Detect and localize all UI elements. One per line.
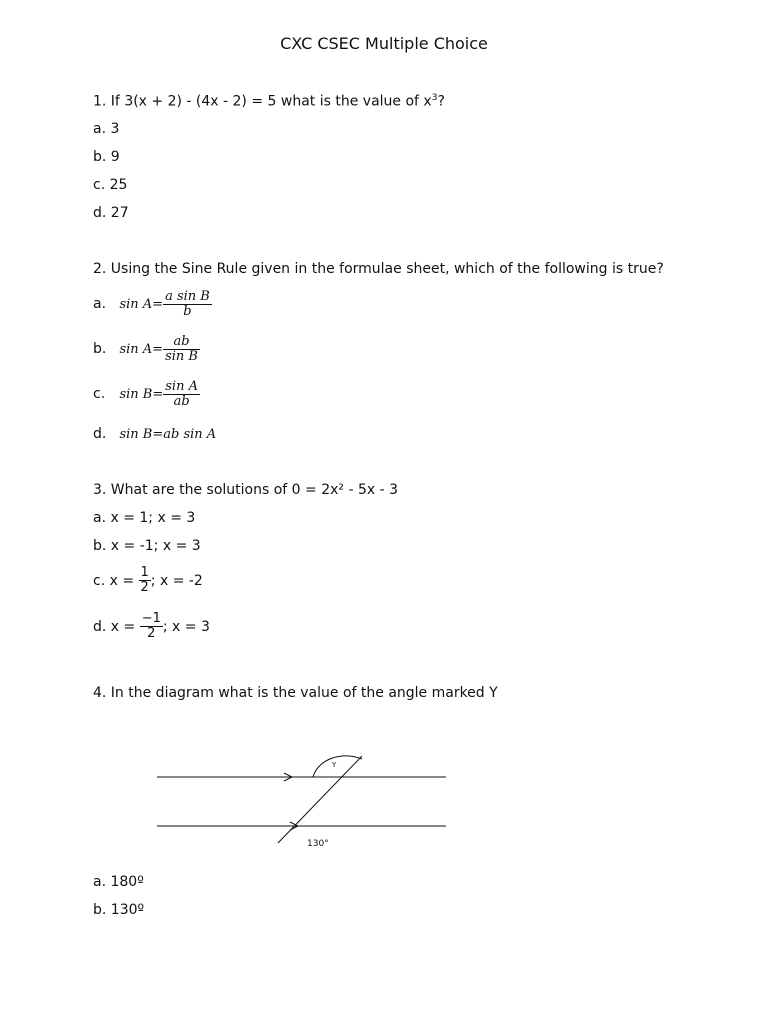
question-3: 3. What are the solutions of 0 = 2x² - 5x - 3 [93,482,399,498]
angle-y-label: Y [332,761,337,769]
transversal-line [278,756,362,843]
given-angle-label: 130° [307,839,329,849]
q1-option-d: d. 27 [93,205,129,221]
q3-option-a: a. x = 1; x = 3 [93,510,196,526]
q3-option-c: c. x = $\frac{1}{2}$ ; x = -2 [93,565,203,596]
q3-option-b: b. x = -1; x = 3 [93,538,201,554]
q2-option-a: a. sin A= $\frac{\text{a sin B}}{b}$ [93,289,210,320]
angle-y-arc [313,756,362,777]
parallel-lines-diagram [150,745,460,860]
q1-option-c: c. 25 [93,177,128,193]
q2-option-d: d. sin B=ab sin A [93,426,217,442]
q1-option-a: a. 3 [93,121,120,137]
q2-option-c: c. sin B= $\frac{\text{sin A}}{ab}$ [93,379,198,410]
question-4: 4. In the diagram what is the value of the angle marked Y [93,685,498,701]
q1-option-b: b. 9 [93,149,120,165]
q3-option-d: d. x = $\frac{-1}{2}$ ; x = 3 [93,611,210,642]
question-2: 2. Using the Sine Rule given in the formulae sheet, which of the following is true? [93,261,664,277]
q2-option-b: b. sin A= $\frac{ab}{\text{sin B}}$ [93,334,198,365]
page-title: CXC CSEC Multiple Choice [280,34,488,53]
question-1: 1. If 3(x + 2) - (4x - 2) = 5 what is the value of $x^3$? [93,93,445,110]
q4-option-b: b. 130º [93,902,145,918]
q4-option-a: a. 180º [93,874,144,890]
